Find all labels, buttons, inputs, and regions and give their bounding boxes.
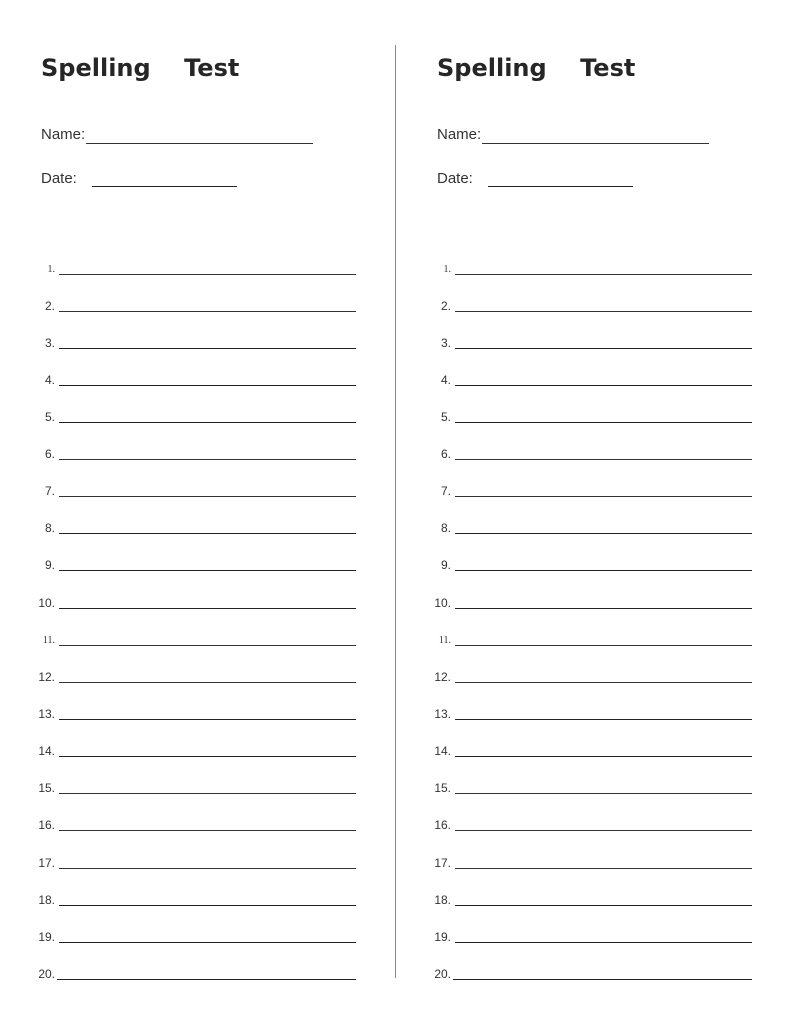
answer-line[interactable]: [59, 459, 356, 460]
answer-line[interactable]: [59, 645, 356, 646]
answer-line[interactable]: [59, 942, 356, 943]
item-number: 17.: [434, 856, 451, 870]
date-answer-line[interactable]: [92, 186, 237, 187]
name-answer-line[interactable]: [482, 143, 709, 144]
item-number: 16.: [434, 818, 451, 832]
list-item: [396, 707, 756, 727]
list-item: [396, 818, 756, 838]
list-item: [396, 336, 756, 356]
date-answer-line[interactable]: [488, 186, 633, 187]
list-item: [0, 558, 360, 578]
answer-line[interactable]: [59, 533, 356, 534]
list-item: [0, 410, 360, 430]
item-number: 19.: [434, 930, 451, 944]
answer-line[interactable]: [59, 570, 356, 571]
answer-line[interactable]: [59, 868, 356, 869]
list-item: [0, 707, 360, 727]
answer-line[interactable]: [455, 756, 752, 757]
item-number: 14.: [38, 744, 55, 758]
item-number: 1.: [47, 264, 55, 275]
item-number: 8.: [44, 521, 55, 535]
answer-line[interactable]: [455, 496, 752, 497]
item-number: 4.: [440, 373, 451, 387]
list-item: [396, 744, 756, 764]
item-number: 13.: [434, 707, 451, 721]
item-number: 4.: [44, 373, 55, 387]
list-item: [0, 521, 360, 541]
list-item: [396, 856, 756, 876]
list-item: [396, 893, 756, 913]
answer-line[interactable]: [455, 830, 752, 831]
item-number: 15.: [38, 781, 55, 795]
list-item: [0, 262, 360, 282]
list-item: [0, 484, 360, 504]
list-item: [0, 930, 360, 950]
answer-line[interactable]: [453, 979, 752, 980]
answer-line[interactable]: [455, 274, 752, 275]
answer-line[interactable]: [455, 682, 752, 683]
list-item: [0, 744, 360, 764]
item-number: 12.: [38, 670, 55, 684]
item-number: 5.: [44, 410, 55, 424]
list-item: [0, 336, 360, 356]
item-number: 5.: [440, 410, 451, 424]
item-number: 20.: [38, 967, 55, 981]
answer-line[interactable]: [59, 905, 356, 906]
answer-line[interactable]: [455, 422, 752, 423]
list-item: [0, 893, 360, 913]
answer-line[interactable]: [455, 311, 752, 312]
list-item: [396, 299, 756, 319]
date-label: Date:: [437, 170, 473, 187]
answer-line[interactable]: [59, 608, 356, 609]
list-item: [0, 670, 360, 690]
answer-line[interactable]: [455, 942, 752, 943]
answer-line[interactable]: [59, 385, 356, 386]
list-item: [0, 633, 360, 653]
item-number: 12.: [434, 670, 451, 684]
date-label: Date:: [41, 170, 77, 187]
list-item: [0, 596, 360, 616]
answer-line[interactable]: [57, 979, 356, 980]
answer-line[interactable]: [455, 905, 752, 906]
answer-line[interactable]: [455, 793, 752, 794]
item-number: 15.: [434, 781, 451, 795]
list-item: [396, 447, 756, 467]
item-number: 14.: [434, 744, 451, 758]
spelling-test-sheet-right: [396, 0, 756, 1024]
item-number: 18.: [38, 893, 55, 907]
item-number: 18.: [434, 893, 451, 907]
list-item: [0, 967, 360, 987]
list-item: [0, 856, 360, 876]
list-item: [396, 558, 756, 578]
item-number: 10.: [434, 596, 451, 610]
answer-line[interactable]: [59, 719, 356, 720]
item-number: 2.: [440, 299, 451, 313]
page-title: Spelling Test: [41, 54, 240, 82]
answer-line[interactable]: [59, 830, 356, 831]
answer-line[interactable]: [455, 385, 752, 386]
name-label: Name:: [437, 126, 482, 143]
item-number: 3.: [44, 336, 55, 350]
item-number: 11.: [42, 635, 55, 646]
item-number: 6.: [44, 447, 55, 461]
item-number: 1.: [443, 264, 451, 275]
name-label: Name:: [41, 126, 86, 143]
item-number: 20.: [434, 967, 451, 981]
item-number: 19.: [38, 930, 55, 944]
page-title: Spelling Test: [437, 54, 636, 82]
list-item: [396, 410, 756, 430]
answer-line[interactable]: [455, 868, 752, 869]
answer-line[interactable]: [59, 422, 356, 423]
list-item: [396, 262, 756, 282]
item-number: 9.: [440, 558, 451, 572]
list-item: [0, 447, 360, 467]
answer-line[interactable]: [455, 533, 752, 534]
list-item: [396, 930, 756, 950]
item-number: 13.: [38, 707, 55, 721]
spelling-test-sheet-left: [0, 0, 360, 1024]
answer-line[interactable]: [59, 311, 356, 312]
list-item: [396, 521, 756, 541]
answer-line[interactable]: [455, 645, 752, 646]
answer-line[interactable]: [59, 348, 356, 349]
name-answer-line[interactable]: [86, 143, 313, 144]
answer-line[interactable]: [455, 570, 752, 571]
item-number: 10.: [38, 596, 55, 610]
list-item: [396, 967, 756, 987]
item-number: 3.: [440, 336, 451, 350]
item-number: 7.: [44, 484, 55, 498]
answer-line[interactable]: [455, 348, 752, 349]
list-item: [0, 299, 360, 319]
item-number: 11.: [438, 635, 451, 646]
list-item: [396, 781, 756, 801]
answer-line[interactable]: [59, 682, 356, 683]
item-number: 16.: [38, 818, 55, 832]
answer-line[interactable]: [455, 608, 752, 609]
answer-line[interactable]: [455, 719, 752, 720]
list-item: [396, 670, 756, 690]
list-item: [396, 484, 756, 504]
list-item: [0, 818, 360, 838]
list-item: [0, 781, 360, 801]
list-item: [396, 633, 756, 653]
answer-line[interactable]: [455, 459, 752, 460]
list-item: [0, 373, 360, 393]
item-number: 2.: [44, 299, 55, 313]
item-number: 8.: [440, 521, 451, 535]
list-item: [396, 596, 756, 616]
answer-line[interactable]: [59, 496, 356, 497]
item-number: 6.: [440, 447, 451, 461]
item-number: 7.: [440, 484, 451, 498]
answer-line[interactable]: [59, 756, 356, 757]
list-item: [396, 373, 756, 393]
item-number: 17.: [38, 856, 55, 870]
answer-line[interactable]: [59, 793, 356, 794]
answer-line[interactable]: [59, 274, 356, 275]
item-number: 9.: [44, 558, 55, 572]
